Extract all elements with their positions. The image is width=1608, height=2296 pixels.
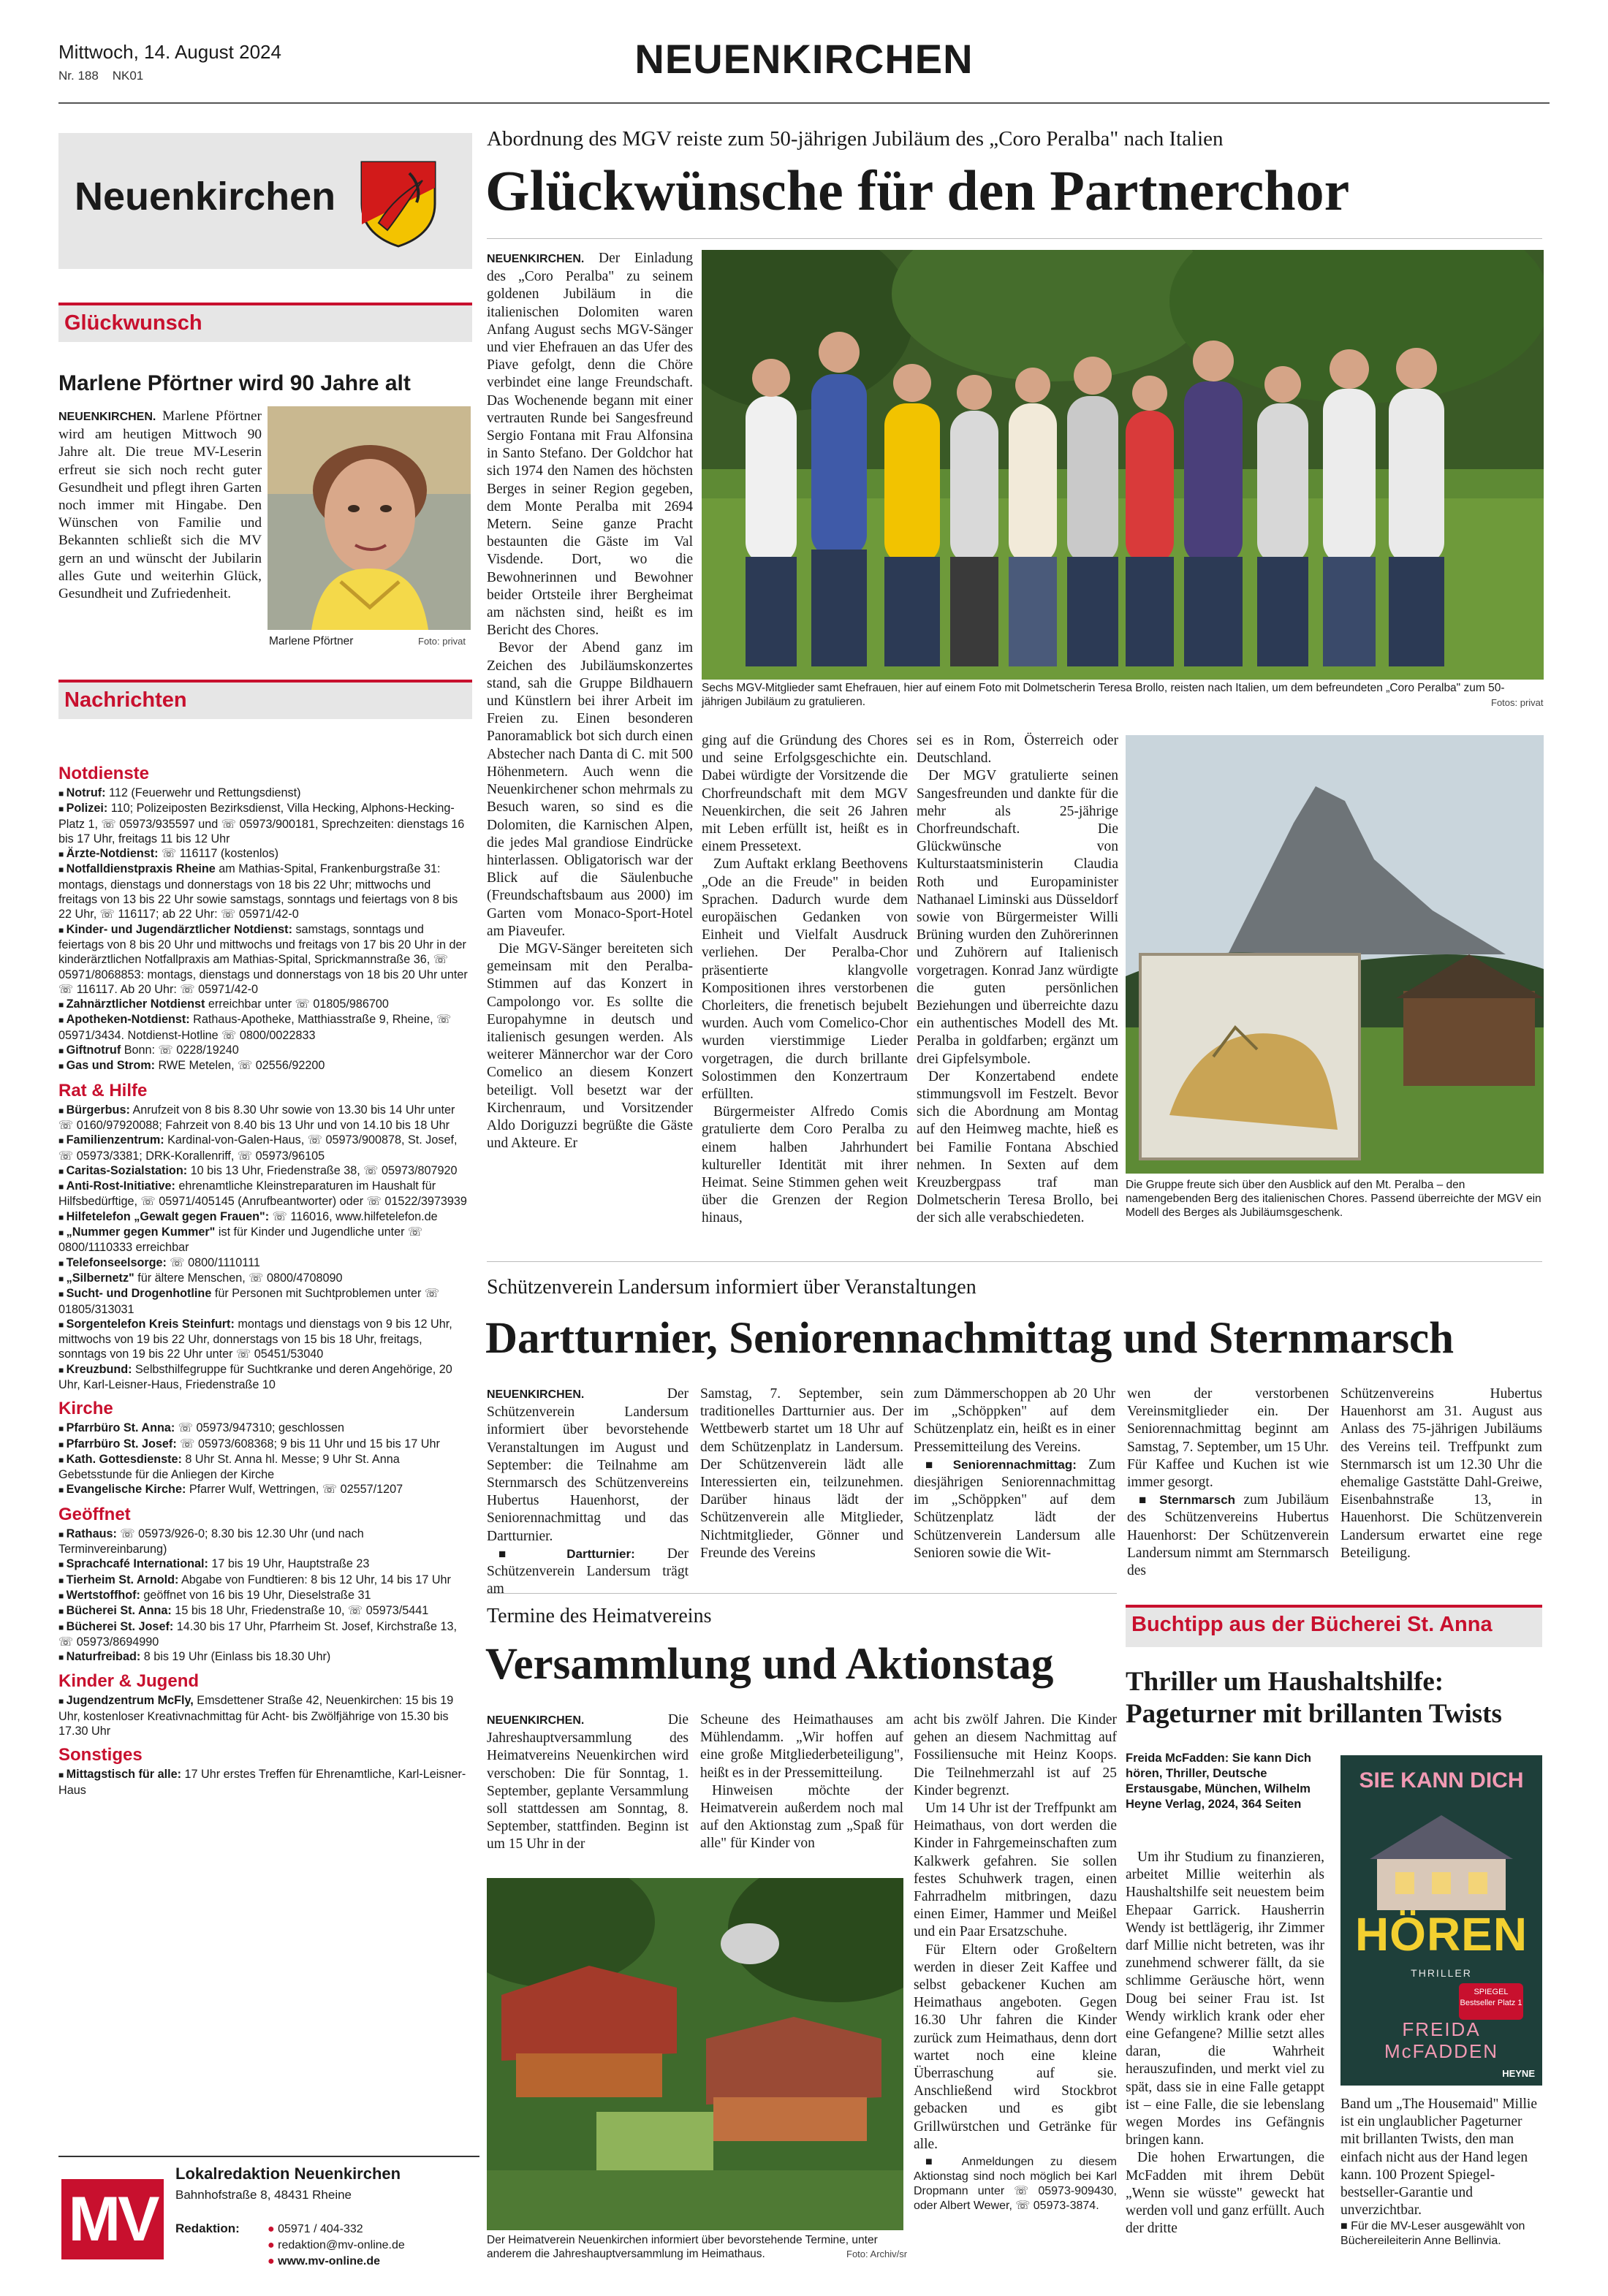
article3-rule xyxy=(487,1593,1117,1594)
services-item-text: ☏ 116117 (kostenlos) xyxy=(158,847,279,861)
article3-kicker: Termine des Heimatvereins xyxy=(487,1605,712,1627)
services-item-text: 15 bis 18 Uhr, Friedenstraße 10, ☏ 05973/5441 xyxy=(171,1604,429,1618)
book-body: Um ihr Studium zu finanzieren, arbeitet Millie weiterhin als Haushaltshilfe seit neuestem beim Ehepaar Garrick. Hausherrin Wendy ist bettlägerig, ihr Zimmer darf Millie nicht betreten, was ihr zunehmend schwerer fällt, da sie schlimme Geräusche hört, wenn Doug bei seiner Frau ist. Ist Wendy wirklich krank oder eher eine Gefangene? Millie setzt alles daran, die Wahrheit herauszufinden, und merkt viel zu spät, dass sie in eine Falle getappt ist – eine Falle, die sie lebenslang wegen Mordes ins Gefängnis bringen kann. Die hohen Erwartungen, die McFadden mit ihrem Debüt „Wenn sie wüsste" geweckt hat werden voll und ganz erfüllt. Auch der dritte xyxy=(1126,1850,1324,2237)
services-item-name: ■ Tierheim St. Arnold: xyxy=(58,1573,178,1586)
services-item xyxy=(58,1527,472,1557)
services-item-name: ■ Caritas-Sozialstation: xyxy=(58,1164,187,1177)
footer-rule xyxy=(58,2156,479,2157)
services-item-text: ☏ 05973/947310; geschlossen xyxy=(175,1421,345,1435)
heimathaus-credit: Foto: Archiv/sr xyxy=(846,2249,908,2259)
services-item-name: ■ Sucht- und Drogenhotline xyxy=(58,1287,211,1300)
portrait-credit: Foto: privat xyxy=(418,636,466,647)
services-item xyxy=(58,1317,472,1362)
book-section-bar: Buchtipp aus der Bücherei St. Anna xyxy=(1126,1605,1542,1647)
web-icon: ● xyxy=(268,2255,275,2268)
services-item-name: ■ Telefonseelsorge: xyxy=(58,1256,167,1269)
book-info: Freida McFadden: Sie kann Dich hören, Thriller, Deutsche Erstausgabe, München, Wilhelm Heyne Verlag, 2024, 364 Seiten xyxy=(1126,1752,1311,1811)
services-item-name: ■ Pfarrbüro St. Anna: xyxy=(58,1421,175,1434)
services-group-heading: Notdienste xyxy=(58,764,150,783)
services-item-name: ■ Gas und Strom: xyxy=(58,1059,155,1072)
article3-headline: Versammlung und Aktionstag xyxy=(485,1640,1054,1689)
services-item-name: ■ Ärzte-Notdienst: xyxy=(58,847,159,860)
heimathaus-photo-image xyxy=(487,1878,903,2230)
services-item-text: 14.30 bis 17 Uhr, Pfarrheim St. Josef, Kirchstraße 13, ☏ 05973/8694990 xyxy=(58,1619,458,1649)
services-group-heading: Rat & Hilfe xyxy=(58,1080,148,1101)
services-item-text: ☏ 05973/608368; 9 bis 11 Uhr und 15 bis 17 Uhr xyxy=(176,1437,440,1451)
town-name: Neuenkirchen xyxy=(75,175,336,218)
services-item xyxy=(58,1362,472,1393)
services-item xyxy=(58,862,472,921)
mountain-photo-image xyxy=(1126,735,1544,1174)
services-item xyxy=(58,1693,472,1738)
services-item xyxy=(58,1437,472,1452)
article1-rule xyxy=(487,238,1542,239)
book-cover-title1: SIE KANN DICH xyxy=(1359,1768,1524,1793)
footer-phone: 05971 / 404-332 xyxy=(278,2223,363,2235)
heimathaus-photo xyxy=(487,1878,903,2230)
services-item-name: ■ Giftnotruf xyxy=(58,1044,121,1057)
congrats-body: NEUENKIRCHEN. Marlene Pförtner wird am heutigen Mittwoch 90 Jahre alt. Die treue MV-Leserin erfreut sie sich noch recht guter Gesundheit und pflegt ihren Garten noch immer mit Hingabe. Den Wünschen von Familie und Bekannten schließt sich die MV gern an und wünscht der Jubilarin alles Gute und weiterhin Glück, Gesundheit und Zufriedenheit. xyxy=(58,408,262,602)
book-cover-publisher: HEYNE xyxy=(1502,2068,1535,2079)
services-item-name: ■ Bürgerbus: xyxy=(58,1103,130,1117)
article1-kicker: Abordnung des MGV reiste zum 50-jährigen Jubiläum des „Coro Peralba" nach Italien xyxy=(487,127,1224,151)
services-item xyxy=(58,1573,472,1588)
page-title: NEUENKIRCHEN xyxy=(634,36,974,82)
services-item xyxy=(58,1209,472,1225)
services-item-text: ehrenamtliche Kleinstreparaturen im Haushalt für Hilfsbedürftige, ☏ 05971/405145 (Anrufbeantworter) oder ☏ 01522/3973939 xyxy=(58,1179,467,1209)
footer-address: Bahnhofstraße 8, 48431 Rheine xyxy=(175,2188,352,2202)
services-item-name: ■ Evangelische Kirche: xyxy=(58,1483,186,1496)
mountain-photo xyxy=(1126,735,1544,1174)
services-list xyxy=(58,757,472,1798)
services-item-name: ■ „Nummer gegen Kummer" xyxy=(58,1225,215,1239)
services-item xyxy=(58,1043,472,1058)
services-item xyxy=(58,801,472,846)
services-item-name: ■ Kreuzbund: xyxy=(58,1363,132,1376)
services-item xyxy=(58,786,472,801)
services-item-name: ■ Naturfreibad: xyxy=(58,1650,140,1663)
services-item xyxy=(58,1255,472,1271)
services-item xyxy=(58,846,472,862)
congrats-headline: Marlene Pförtner wird 90 Jahre alt xyxy=(58,371,411,395)
services-item xyxy=(58,1767,472,1798)
footer-title: Lokalredaktion Neuenkirchen xyxy=(175,2164,401,2183)
issue-date: Mittwoch, 14. August 2024 xyxy=(58,41,281,63)
book-cover xyxy=(1340,1755,1542,2086)
article2-rule xyxy=(487,1261,1542,1262)
portrait-photo xyxy=(268,406,471,630)
services-item-text: ☏ 0800/1110111 xyxy=(166,1255,260,1269)
footer-web[interactable]: www.mv-online.de xyxy=(278,2255,380,2268)
services-item xyxy=(58,1588,472,1603)
services-item xyxy=(58,922,472,997)
services-group-heading: Geöffnet xyxy=(58,1504,131,1524)
services-item-text: montags und dienstags von 9 bis 12 Uhr, mittwochs von 19 bis 22 Uhr, donnerstags von 15 bis 18 Uhr, freitags, sonntags von 19 bis 22 Uhr unter ☏ 05451/53040 xyxy=(58,1317,452,1361)
services-item xyxy=(58,1103,472,1133)
bestseller-badge: SPIEGEL Bestseller Platz 1 xyxy=(1459,1983,1523,2020)
book-cover-author1: FREIDA xyxy=(1402,2018,1481,2040)
mountain-photo-caption: Die Gruppe freute sich über den Ausblick auf den Mt. Peralba – den namengebenden Berg des italienischen Chores. Passend überreichte der MGV ein Modell des Berges als Jubiläumsgeschenk. xyxy=(1126,1179,1541,1219)
services-item-text: Selbsthilfegruppe für Suchtkranke und deren Angehörige, 20 Uhr, Karl-Leisner-Haus, Friedenstraße 10 xyxy=(58,1362,452,1391)
services-item-text: samstags, sonntags und feiertags von 8 bis 20 Uhr und mittwochs und freitags von 17 bis 20 Uhr in der kinderärztlichen Notfallpraxis am Mathias-Spital, Sprickmannstraße 36, ☏ 05971/8068853: montags, dienstags und donnerstags von 18 bis 20 Uhr unter ☏ 116117. Ab 20 Uhr: ☏ 05971/42-0 xyxy=(58,922,468,996)
services-item xyxy=(58,1163,472,1179)
article1-col1: NEUENKIRCHEN. Der Einladung des „Coro Peralba" zu seinem goldenen Jubiläum in die italienischen Dolomiten waren Anfang August sechs MGV-Sänger und vier Ehefrauen an das Ufer des Piave gefolgt, denn die Chöre verbindet eine lange Freundschaft. Das Wochenende begann mit einer vertrauten Runde bei Sangesfreund Sergio Fontana mit Frau Alfonsina in Santo Stefano. Der Goldchor hat sich 1974 den Namen des höchsten Berges in seiner Region gegeben, dem Monte Peralba mit 2694 Metern. Seine ganze Pracht bestaunten die Gäste im Val Visdende. Dort, wo die Bewohnerinnen und Bewohner beider Ortsteile ihrer Bergheimat am nächsten sind, heißt es im Bericht des Chores. Bevor der Abend ganz im Zeichen des Jubiläumskonzertes stand, sah die Gruppe Bildhauern und Künstlern bei ihrer Arbeit im Freien zu. Einen besonderen Panoramablick bot sich durch einen Abstecher nach Danta di C. mit 500 Höhenmetern. Auch wenn die Neuenkirchener schon mehrmals zu Besuch waren, so sind es die Dolomiten, die Karnischen Alpen, die jedes Mal grandiose Eindrücke hinterlassen. Obligatorisch war der Blick auf die Säulenbuche (Freundschaftsbaum aus 2000) im Garten vom Monaco-Sport-Hotel am Piaveufer. Die MGV-Sänger bereiteten sich gemeinsam mit den Peralba-Stimmen auf das Konzert in Campolongo vor. Es sollte die Europahymne in deutsch und italienisch gesungen werden. Als weiterer Männerchor war der Coro Comelico an diesem Konzert beteiligt. Voll besetzt war der Kirchenraum, und Vorsitzender Aldo Doriguzzi begrüßte die Gäste und Akteure. Er xyxy=(487,251,693,1152)
services-group-heading: Kinder & Jugend xyxy=(58,1671,200,1692)
article2-col2: Samstag, 7. September, sein traditionelles Dartturnier aus. Der Wettbewerb startet um 18 Uhr auf dem Schützenplatz in Landersum. Der Schützenverein lädt alle Interessierten ein, teilzunehmen. Darüber hinaus lädt der Schützenverein alle Mitglieder, Nichtmitglieder, Gönner und Freunde des Vereins xyxy=(700,1386,903,1561)
services-item-text: 10 bis 13 Uhr, Friedenstraße 38, ☏ 05973/807920 xyxy=(187,1163,458,1177)
group-photo-credit: Fotos: privat xyxy=(1491,697,1544,708)
services-item-name: ■ Hilfetelefon „Gewalt gegen Frauen": xyxy=(58,1210,269,1223)
house-icon xyxy=(1355,1808,1528,1910)
services-item xyxy=(58,1421,472,1436)
services-item xyxy=(58,1179,472,1209)
portrait-caption: Marlene Pförtner xyxy=(269,635,354,647)
article3-col2: Scheune des Heimathauses am Mühlendamm. „Wir hoffen auf eine große Mitgliederbeteiligung", heißt es in der Pressemitteilung. Hinweisen möchte der Heimatverein außerdem noch mal auf den Aktionstag zum „Spaß für alle" für Kinder von xyxy=(700,1712,903,1852)
services-item-name: ■ Jugendzentrum McFly, xyxy=(58,1694,194,1707)
services-item-name: ■ Apotheken-Notdienst: xyxy=(58,1013,190,1026)
group-photo xyxy=(702,250,1544,680)
services-item-name: ■ Wertstoffhof: xyxy=(58,1589,140,1602)
services-item-name: ■ Kath. Gottesdienste: xyxy=(58,1453,182,1466)
footer-contacts xyxy=(268,2221,405,2270)
news-section-bar: Nachrichten xyxy=(58,680,472,719)
services-item-name: ■ Sprachcafé International: xyxy=(58,1557,208,1570)
services-item-text: ☏ 05973/926-0; 8.30 bis 12.30 Uhr (und nach Terminvereinbarung) xyxy=(58,1527,364,1556)
services-item xyxy=(58,1286,472,1317)
services-group-heading: Kirche xyxy=(58,1399,113,1419)
services-item xyxy=(58,997,472,1012)
article2-headline: Dartturnier, Seniorennachmittag und Sternmarsch xyxy=(485,1314,1455,1363)
services-item-text: geöffnet von 16 bis 19 Uhr, Dieselstraße 31 xyxy=(140,1588,371,1602)
services-item-text: erreichbar unter ☏ 01805/986700 xyxy=(205,997,389,1011)
services-item xyxy=(58,1619,472,1650)
services-item-text: 110; Polizeiposten Bezirksdienst, Villa Hecking, Alphons-Hecking-Platz 1, ☏ 05973/935597 und ☏ 05973/900181, Sprechzeiten: dienstags 16 bis 17 Uhr, freitags 11 bis 12 Uhr xyxy=(58,802,465,845)
services-item-name: ■ Polizei: xyxy=(58,802,107,815)
article1-headline: Glückwünsche für den Partnerchor xyxy=(485,159,1350,222)
services-item xyxy=(58,1133,472,1163)
services-item xyxy=(58,1452,472,1483)
book-cover-genre: THRILLER xyxy=(1411,1967,1472,1979)
services-item-name: ■ Bücherei St. Anna: xyxy=(58,1604,172,1617)
heimathaus-caption: Der Heimatverein Neuenkirchen informiert über bevorstehende Termine, unter anderem die Jahreshauptversammlung im Heimathaus. xyxy=(487,2234,878,2260)
services-item-name: ■ Sorgentelefon Kreis Steinfurt: xyxy=(58,1318,235,1331)
services-item-text: 17 Uhr erstes Treffen für Ehrenamtliche, Karl-Leisner-Haus xyxy=(58,1768,466,1797)
services-item-name: ■ Familienzentrum: xyxy=(58,1133,164,1147)
services-item xyxy=(58,1012,472,1043)
group-photo-caption: Sechs MGV-Mitglieder samt Ehefrauen, hier auf einem Foto mit Dolmetscherin Teresa Brollo, reisten nach Italien, um dem befreundeten „Coro Peralba" zum 50-jährigen Jubiläum zu gratulieren. xyxy=(702,682,1505,708)
services-item-name: ■ Notfalldienstpraxis Rheine xyxy=(58,862,216,875)
book-headline: Thriller um Haushaltshilfe: Pageturner mit brillanten Twists xyxy=(1126,1667,1502,1729)
services-item-text: Pfarrer Wulf, Wettringen, ☏ 02557/1207 xyxy=(186,1483,403,1497)
services-item-name: ■ Anti-Rost-Initiative: xyxy=(58,1179,175,1193)
services-item xyxy=(58,1058,472,1073)
services-item-text: Rathaus-Apotheke, Matthiasstraße 9, Rheine, ☏ 05971/3434. Notdienst-Hotline ☏ 0800/0022833 xyxy=(58,1013,452,1042)
services-item-text: für ältere Menschen, ☏ 0800/4708090 xyxy=(134,1271,343,1285)
book-cover-title2: HÖREN xyxy=(1354,1908,1528,1961)
article2-col4: wen der verstorbenen Vereinsmitglieder ein. Der Seniorennachmittag beginnt am Samstag, 7. September, um 15 Uhr. Für Kaffee und Kuchen ist wie immer gesorgt. ■ Sternmarsch zum Jubiläum des Schützenvereins Hubertus Hauenhorst: Der Schützenverein Landersum nimmt am Sternmarsch des xyxy=(1127,1386,1329,1579)
services-group-heading: Sonstiges xyxy=(58,1745,143,1765)
services-item-text: für Personen mit Suchtproblemen unter ☏ 01805/313031 xyxy=(58,1287,440,1316)
services-item-text: 112 (Feuerwehr und Rettungsdienst) xyxy=(105,786,301,799)
town-crest-icon xyxy=(358,159,439,249)
services-item-text: ☏ 116016, www.hilfetelefon.de xyxy=(269,1209,438,1223)
article3-col3: acht bis zwölf Jahren. Die Kinder gehen an diesem Nachmittag auf Fossiliensuche mit Heinz Koops. Die Teilnehmerzahl ist auf 25 Kinder begrenzt. Um 14 Uhr ist der Treffpunkt am Heimathaus, von dort werden die Kinder in Fahrgemeinschaften zum Kalkwerk gefahren. Sie sollen festes Schuhwerk tragen, einen Fahrradhelm mitbringen, dazu einen Eimer, Hammer und Meißel und ein Paar Ersatzschuhe. Für Eltern oder Großeltern werden in dieser Zeit Kaffee und selbst gebackener Kuchen am Heimathaus angeboten. Gegen 16.30 Uhr fahren die Kinder zurück zum Heimathaus, denn dort wartet noch eine kleine Überraschung auf sie. Anschließend wird Stockbrot gebacken und es gibt Grillwürstchen und Getränke für alle. ■ Anmeldungen zu diesem Aktionstag sind noch möglich bei Karl Dropmann unter ☏ 05973-909430, oder Albert Wewer, ☏ 05973-3874. xyxy=(914,1712,1117,2213)
services-item-text: Anrufzeit von 8 bis 8.30 Uhr sowie von 13.30 bis 14 Uhr unter ☏ 0160/97920088; Fahrzeit von 8.40 bis 13 Uhr und von 14.10 bis 18 Uhr xyxy=(58,1103,455,1132)
issue-number: Nr. 188 NK01 xyxy=(58,69,144,83)
article3-col1: NEUENKIRCHEN. Die Jahreshauptversammlung des Heimatvereins Neuenkirchen wird verschoben: Die für Sonntag, 1. September, geplante Versammlung soll stattdessen am Sonntag, 8. September, stattfinden. Beginn ist um 15 Uhr in der xyxy=(487,1712,689,1852)
services-item-text: 8 bis 19 Uhr (Einlass bis 18.30 Uhr) xyxy=(140,1650,331,1664)
group-photo-image xyxy=(702,250,1544,680)
services-item-text: ist für Kinder und Jugendliche unter ☏ 0800/1110333 erreichbar xyxy=(58,1225,423,1255)
footer-email[interactable]: redaktion@mv-online.de xyxy=(278,2239,405,2251)
services-item-text: 8 Uhr St. Anna hl. Messe; 9 Uhr St. Anna Gebetsstunde für die Anliegen der Kirche xyxy=(58,1452,400,1482)
services-item-text: Abgabe von Fundtieren: 8 bis 12 Uhr, 14 bis 17 Uhr xyxy=(178,1573,451,1586)
services-item-text: Bonn: ☏ 0228/19240 xyxy=(121,1044,239,1057)
article1-col2: ging auf die Gründung des Chores und seine Erfolgsgeschichte ein. Dabei würdigte der Vorsitzende die Chorfreundschaft mit dem MGV Neuenkirchen, die seit 26 Jahren mit Leben erfüllt ist, heißt es in einem Pressetext. Zum Auftakt erklang Beethovens „Ode an die Freude" in beiden Sprachen. Dadurch wurde dem europäischen Gedanken von Einheit und Vielfalt Ausdruck verliehen. Der Peralba-Chor präsentierte klangvolle Kompositionen ihres verstorbenen Chorleiters, die frenetisch bejubelt wurden. Auch vom Comelico-Chor wurden vierstimmige Lieder vorgetragen, die durch brillante Solostimmen den Konzertraum erfüllten. Bürgermeister Alfredo Comis gratulierte dem Coro Peralba zu einem halben Jahrhundert kultureller Identität mit ihrer Heimat. Seine Stimmen gehen weit über die Grenzen der Region hinaus, xyxy=(702,733,908,1226)
article2-kicker: Schützenverein Landersum informiert über Veranstaltungen xyxy=(487,1276,976,1299)
services-item-text: RWE Metelen, ☏ 02556/92200 xyxy=(155,1059,325,1073)
footer-label: Redaktion: xyxy=(175,2221,240,2235)
article2-col1: NEUENKIRCHEN. Der Schützenverein Landersum informiert über bevorstehende Veranstaltungen im August und September: die Teilnahme am Sternmarsch des Schützenvereins Hubertus Hauenhorst, der Seniorennachmittag und das Dartturnier. ■ Dartturnier: Der Schützenverein Landersum trägt am xyxy=(487,1386,689,1597)
services-item-name: ■ Notruf: xyxy=(58,786,106,799)
book-cover-author2: McFADDEN xyxy=(1384,2040,1499,2062)
services-item-text: am Mathias-Spital, Frankenburgstraße 31: montags, dienstags und donnerstags von 18 bis 22 Uhr; mittwochs und freitags von 13 bis 22 Uhr sowie samstags, sonntags und feiertags von 8 bis 22 Uhr, ☏ 116117; ab 22 Uhr: ☏ 05971/42-0 xyxy=(58,862,458,921)
services-item-name: ■ „Silbernetz" xyxy=(58,1271,134,1285)
services-item-name: ■ Bücherei St. Josef: xyxy=(58,1620,173,1633)
services-item xyxy=(58,1271,472,1286)
services-item-name: ■ Pfarrbüro St. Josef: xyxy=(58,1437,177,1451)
article2-col3: zum Dämmerschoppen ab 20 Uhr im „Schöppken" auf dem Schützenplatz ein, heißt es in einer Pressemitteilung des Vereins. ■ Seniorennachmittag: Zum diesjährigen Seniorennachmittag im „Schöppken" auf dem Schützenplatz lädt der Schützenverein Landersum alle Senioren sowie die Wit- xyxy=(914,1386,1115,1561)
header-rule xyxy=(58,102,1550,104)
mail-icon: ● xyxy=(268,2239,275,2251)
services-item xyxy=(58,1603,472,1619)
article1-col3: sei es in Rom, Österreich oder Deutschland. Der MGV gratulierte seinen Sangesfreunden und dankte für die mehr als 25-jährige Chorfreundschaft. Die Glückwünsche von Kulturstaatsministerin Claudia Roth und Europaminister Nathanael Liminski aus Düsseldorf sowie von Bürgermeister Willi Brüning wurden den Zuhörerinnen und Zuhörern auf Italienisch vorgetragen. Konrad Janz würdigte die guten persönlichen Beziehungen und überreichte dazu ein authentisches Modell des Mt. Peralba in goldfarben; ergänzt um drei Gipfelsymbole. Der Konzertabend endete stimmungsvoll im Festzelt. Bevor sich die Abordnung am Montag auf den Heimweg machte, hieß es bei Familie Fontana Abschied nehmen. In Sexten auf dem Kreuzbergpass traf man Dolmetscherin Teresa Brollo, bei der sich alle verabschiedeten. xyxy=(917,733,1118,1226)
services-item xyxy=(58,1482,472,1497)
services-item xyxy=(58,1225,472,1255)
services-item-text: 17 bis 19 Uhr, Hauptstraße 23 xyxy=(208,1557,370,1571)
services-item-text: Emsdettener Straße 42, Neuenkirchen: 15 bis 19 Uhr, kostenloser Kreativnachmittag für Acht- bis Zwölfjährige von 15.30 bis 17.30 Uhr xyxy=(58,1694,454,1738)
phone-icon: ● xyxy=(268,2223,275,2235)
portrait-image xyxy=(268,406,471,630)
mv-logo: MV xyxy=(61,2179,164,2259)
book-body-right: Band um „The Housemaid" Millie ist ein unglaublicher Pageturner mit brillanten Twists, den man einfach nicht aus der Hand legen kann. 100 Prozent Spiegel-bestseller-Garantie und unverzichtbar. ■ Für die MV-Leser ausgewählt von Büchereileiterin Anne Bellinvia. xyxy=(1340,2097,1537,2248)
article2-col5: Schützenvereins Hubertus Hauenhorst am 31. August aus Anlass des 75-jährigen Jubiläums des Vereins teil. Treffpunkt zum Sternmarsch ist um 12.30 Uhr die ehemalige Gaststätte Dahl-Greiwe, Eisenbahnstraße 13, in Hauenhorst. Die Schützenverein Landersum erwartet eine rege Beteiligung. xyxy=(1340,1386,1542,1561)
services-item-name: ■ Mittagstisch für alle: xyxy=(58,1768,181,1781)
services-item xyxy=(58,1556,472,1572)
services-item-name: ■ Zahnärztlicher Notdienst xyxy=(58,997,205,1011)
services-item-name: ■ Kinder- und Jugendärztlicher Notdienst: xyxy=(58,923,292,936)
services-item-text: Kardinal-von-Galen-Haus, ☏ 05973/900878, St. Josef, ☏ 05973/3381; DRK-Korallenriff, ☏ 05973/96105 xyxy=(58,1133,458,1163)
services-item xyxy=(58,1649,472,1665)
congrats-section-bar: Glückwunsch xyxy=(58,303,472,342)
services-item-name: ■ Rathaus: xyxy=(58,1527,117,1540)
